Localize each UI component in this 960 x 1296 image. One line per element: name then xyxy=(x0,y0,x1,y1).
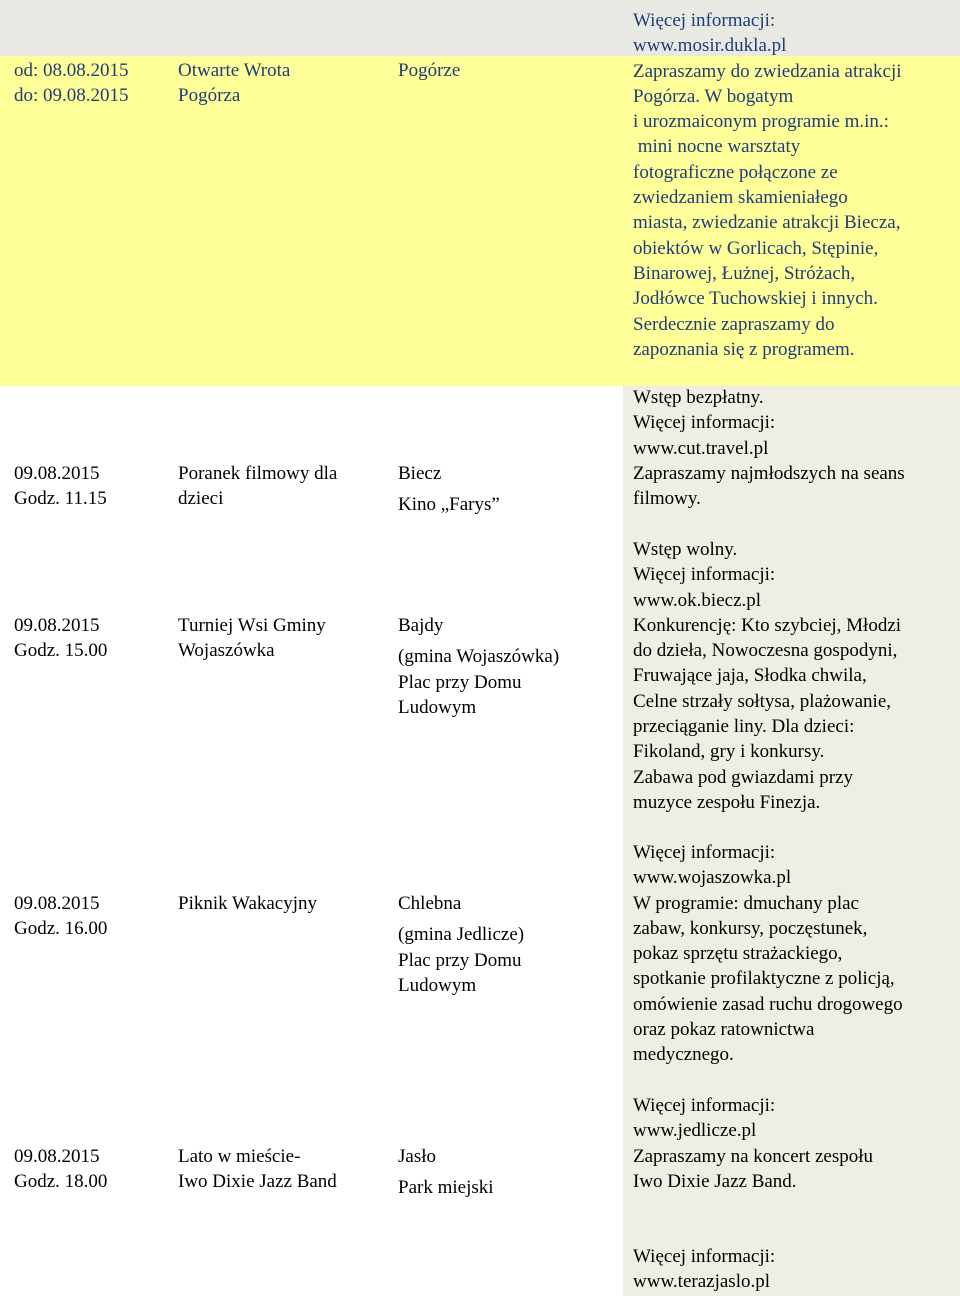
event-title: Poranek filmowy dla dzieci xyxy=(178,463,338,510)
event-place: Biecz Kino „Farys” xyxy=(398,463,500,516)
event-date: 09.08.2015 Godz. 11.15 xyxy=(14,463,107,510)
event-title: Piknik Wakacyjny xyxy=(178,893,318,914)
event-title: Turniej Wsi Gminy Wojaszówka xyxy=(178,615,326,662)
event-info: Więcej informacji: www.mosir.dukla.pl Zapraszamy do zwiedzania atrakcji Pogórza. W bogatym i urozmaiconym programie m.in.: mini nocne warsztaty fotograficzne połączone ze zwiedzaniem skamieniałego miasta, zwiedzanie atrakcji Biecza, obiektów w Gorlicach, Stępinie, Binarowej, Łużnej, Stróżach, Jodłówce Tuchowskiej i innych. Serdecznie zapraszamy do zapoznania się z programem. xyxy=(623,8,960,362)
event-title: Lato w mieście- Iwo Dixie Jazz Band xyxy=(178,1146,337,1193)
info-link[interactable]: www.jedlicze.pl xyxy=(633,1120,757,1142)
event-info: Wstęp wolny. Więcej informacji: www.ok.biecz.pl Konkurencję: Kto szybciej, Młodzi do dzieła, Nowoczesna gospodyni, Fruwające jaja, Słodka chwila, Celne strzały sołtysa, plażowanie, przeciąganie liny. Dla dzieci: Fikoland, gry i konkursy. Zabawa pod gwiazdami przy muzyce zespołu Finezja. xyxy=(623,537,960,815)
footer-info: Więcej informacji: www.terazjaslo.pl xyxy=(623,1244,960,1295)
event-date: 09.08.2015 Godz. 18.00 xyxy=(14,1146,108,1193)
info-link[interactable]: www.ok.biecz.pl xyxy=(633,589,762,611)
info-link[interactable]: www.mosir.dukla.pl xyxy=(633,35,787,57)
event-place: Pogórze xyxy=(398,60,461,81)
info-link[interactable]: www.wojaszowka.pl xyxy=(633,867,792,889)
event-date: 09.08.2015 Godz. 15.00 xyxy=(14,615,108,662)
event-info: Wstęp bezpłatny. Więcej informacji: www.cut.travel.pl Zapraszamy najmłodszych na seans filmowy. xyxy=(623,385,960,511)
event-place: Jasło Park miejski xyxy=(398,1146,494,1199)
event-date: od: 08.08.2015 do: 09.08.2015 xyxy=(14,60,129,107)
event-info: Więcej informacji: www.jedlicze.pl Zapraszamy na koncert zespołu Iwo Dixie Jazz Band. xyxy=(623,1093,960,1194)
event-place: Bajdy (gmina Wojaszówka) Plac przy Domu Ludowym xyxy=(398,615,560,718)
info-link[interactable]: www.terazjaslo.pl xyxy=(633,1271,770,1293)
event-date: 09.08.2015 Godz. 16.00 xyxy=(14,893,108,940)
event-place: Chlebna (gmina Jedlicze) Plac przy Domu Ludowym xyxy=(398,893,525,996)
event-info: Więcej informacji: www.wojaszowka.pl W programie: dmuchany plac zabaw, konkursy, poczęstunek, pokaz sprzętu strażackiego, spotkanie profilaktyczne z policją, omówienie zasad ruchu drogowego oraz pokaz ratownictwa medycznego. xyxy=(623,840,960,1068)
event-title: Otwarte Wrota Pogórza xyxy=(178,60,291,107)
info-link[interactable]: www.cut.travel.pl xyxy=(633,437,769,459)
